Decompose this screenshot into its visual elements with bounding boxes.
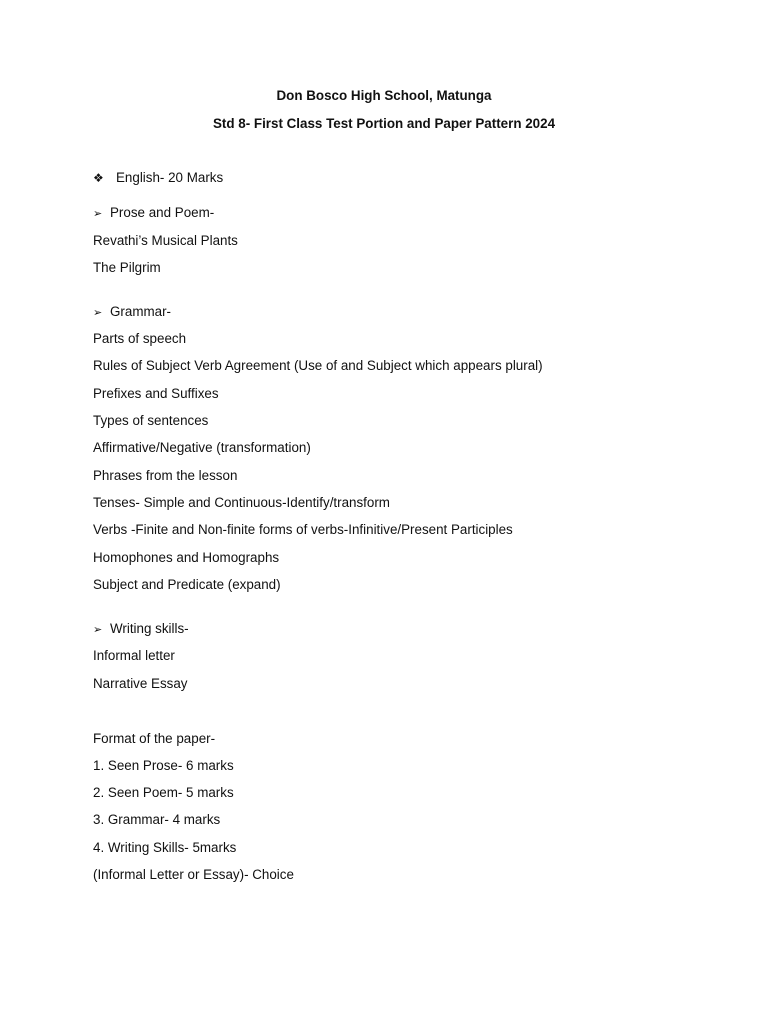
list-item: Rules of Subject Verb Agreement (Use of and Subject which appears plural)	[93, 358, 543, 373]
section-heading-prose-poem	[93, 205, 214, 222]
format-item: (Informal Letter or Essay)- Choice	[93, 867, 294, 882]
section-heading-grammar	[93, 304, 171, 321]
section-heading-writing-skills	[93, 621, 189, 638]
arrow-bullet-icon: ➢	[93, 208, 103, 220]
list-item: Tenses- Simple and Continuous-Identify/transform	[93, 495, 390, 510]
list-item: Narrative Essay	[93, 676, 188, 691]
list-item: Types of sentences	[93, 413, 209, 428]
list-item: Affirmative/Negative (transformation)	[93, 440, 311, 455]
list-item: Subject and Predicate (expand)	[93, 577, 281, 592]
format-item: 2. Seen Poem- 5 marks	[93, 785, 234, 800]
list-item: Phrases from the lesson	[93, 468, 238, 483]
list-item: Parts of speech	[93, 331, 187, 346]
section-heading-label: Writing skills-	[110, 621, 189, 636]
arrow-bullet-icon: ➢	[93, 307, 103, 319]
diamond-bullet-icon: ❖	[93, 171, 104, 185]
list-item: Revathi’s Musical Plants	[93, 233, 238, 248]
list-item: Prefixes and Suffixes	[93, 386, 219, 401]
list-item: Verbs -Finite and Non-finite forms of verbs-Infinitive/Present Participles	[93, 522, 513, 537]
section-heading-label: Grammar-	[110, 304, 171, 319]
school-name: Don Bosco High School, Matunga	[276, 88, 492, 103]
format-item: 4. Writing Skills- 5marks	[93, 840, 237, 855]
list-item: Informal letter	[93, 648, 175, 663]
arrow-bullet-icon: ➢	[93, 624, 103, 636]
list-item: The Pilgrim	[93, 260, 161, 275]
format-heading: Format of the paper-	[93, 731, 216, 746]
subject-heading	[93, 170, 223, 186]
format-item: 1. Seen Prose- 6 marks	[93, 758, 234, 773]
section-heading-label: Prose and Poem-	[110, 205, 215, 220]
document-title: Std 8- First Class Test Portion and Paper Pattern 2024	[212, 116, 556, 131]
subject-label: English- 20 Marks	[116, 170, 224, 185]
format-item: 3. Grammar- 4 marks	[93, 812, 221, 827]
list-item: Homophones and Homographs	[93, 550, 280, 565]
